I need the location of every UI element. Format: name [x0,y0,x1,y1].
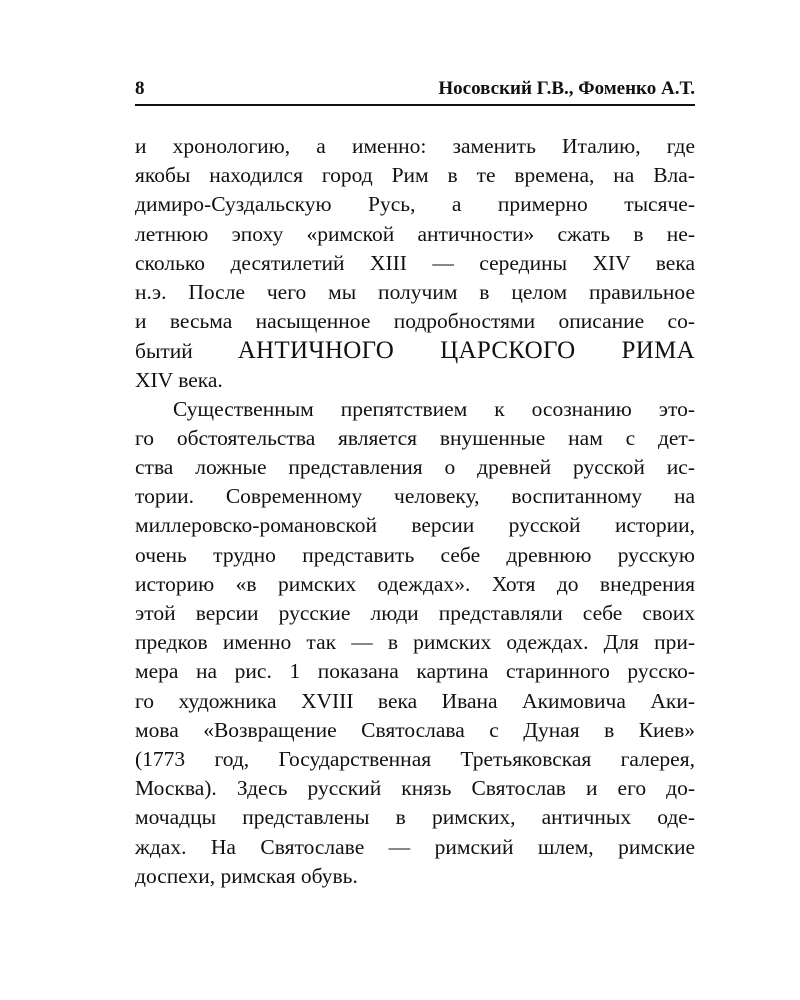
text-line: Существенным препятствием к осознанию это- [173,396,695,421]
text-line: мера на рис. 1 показана картина старинного русско- [135,659,695,684]
text-line: историю «в римских одеждах». Хотя до внедрения [135,571,695,596]
text-line: Москва). Здесь русский князь Святослав и его до- [135,776,695,801]
caps-text-line [135,336,695,365]
text-line: н.э. После чего мы получим в целом правильное [135,279,695,304]
paragraph-2 [135,395,695,891]
text-line: доспехи, римская обувь. [135,863,358,888]
text-line: тории. Современному человеку, воспитанному на [135,484,695,509]
text-line: якобы находился город Рим в те времена, на Вла- [135,163,695,188]
text-line: очень трудно представить себе древнюю русскую [135,542,695,567]
text-line: и хронологию, а именно: заменить Италию, где [135,134,695,158]
author-names: Носовский Г.В., Фоменко А.Т. [438,78,695,99]
text-line: димиро-Суздальскую Русь, а примерно тысяче- [135,192,695,217]
text-line: XIV века. [135,367,223,392]
body-text [135,132,695,891]
text-line: и весьма насыщенное подробностями описание со- [135,309,695,334]
text-line: этой версии русские люди представляли себе своих [135,601,695,625]
page-number: 8 [135,78,145,99]
text-line: миллеровско-романовской версии русской истории, [135,513,695,538]
text-line: летнюю эпоху «римской античности» сжать в не- [135,221,695,246]
text-line: ства ложные представления о древней русской ис- [135,455,695,480]
text-line: мочадцы представлены в римских, античных оде- [135,805,695,830]
text-line: го обстоятельства является внушенные нам с дет- [135,425,695,450]
text-line: сколько десятилетий XIII — середины XIV века [135,250,695,275]
text-line: мова «Возвращение Святослава с Дуная в Киев» [135,717,695,742]
paragraph-1 [135,132,695,395]
text-line: предков именно так — в римских одеждах. Для при- [135,630,695,655]
text-line: (1773 год, Государственная Третьяковская галерея, [135,746,695,771]
emphasized-caps-text: АНТИЧНОГО ЦАРСКОГО РИМА [237,337,695,365]
text-line: ждах. На Святославе — римский шлем, римские [135,834,695,859]
running-header [135,78,695,106]
text-line: го художника XVIII века Ивана Акимовича Аки- [135,688,695,713]
caps-prefix: бытий [135,339,193,364]
book-page [135,78,695,891]
